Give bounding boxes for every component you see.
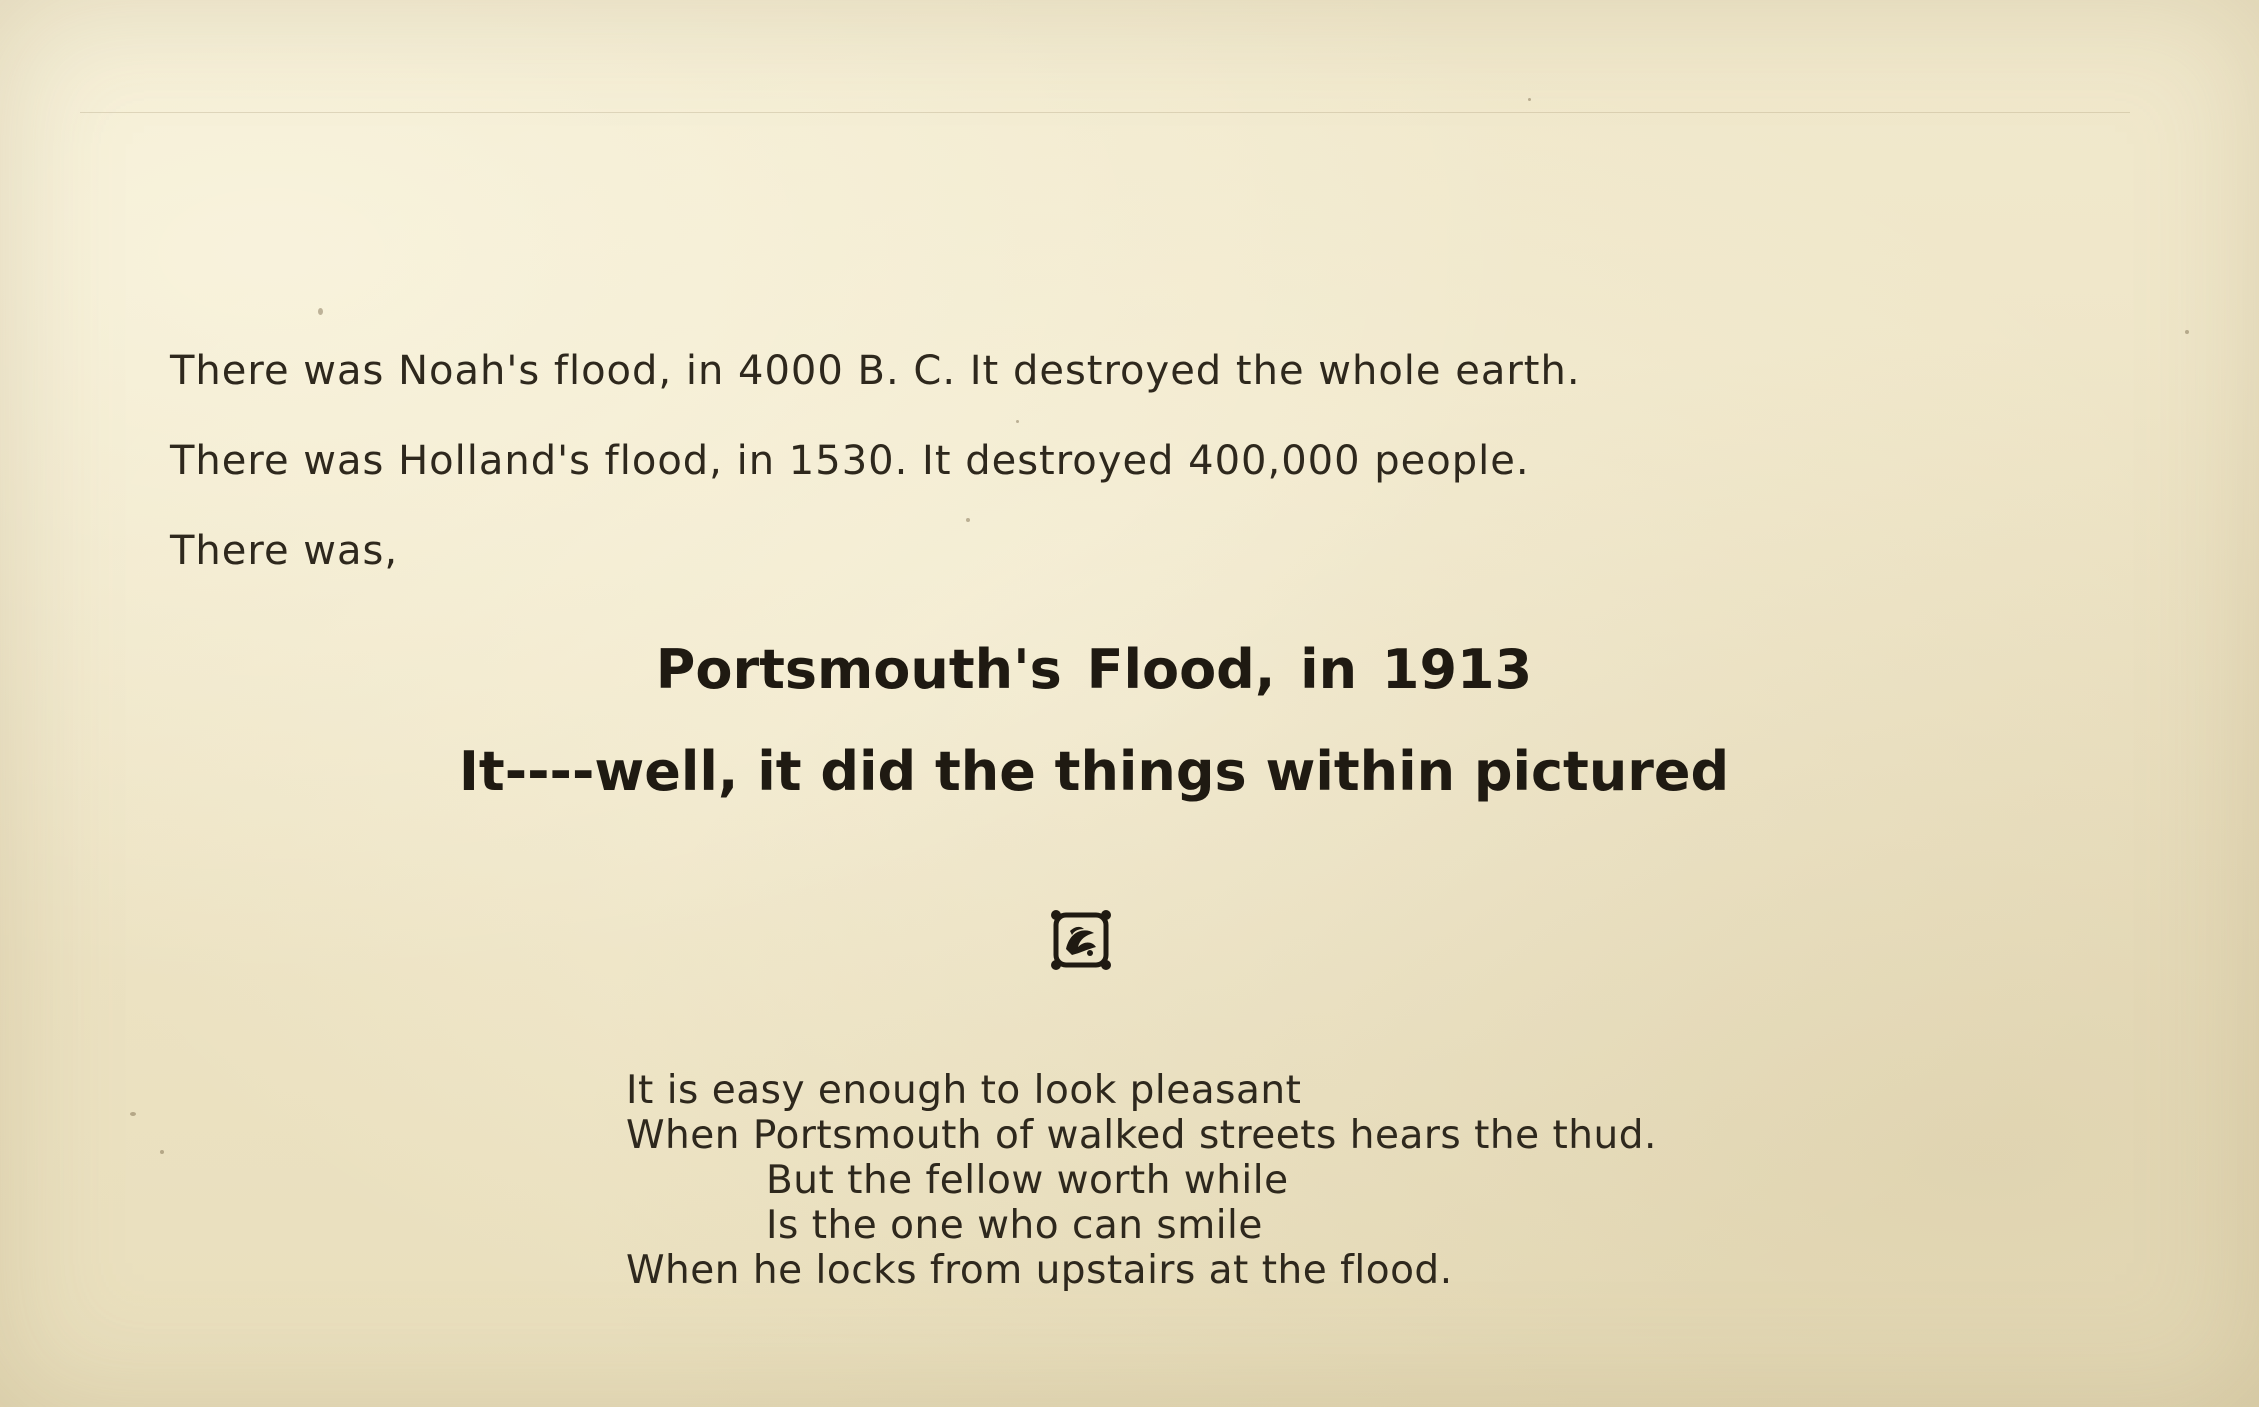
poem-line-3: But the fellow worth while: [766, 1158, 1289, 1203]
paper-speck: [130, 1112, 136, 1116]
intro-line-there-was: There was,: [170, 528, 399, 574]
paper-speck: [2185, 330, 2189, 334]
headline-portsmouth-flood: Portsmouth's Flood, in 1913: [655, 638, 1533, 701]
floral-ornament-icon: [1050, 909, 1112, 971]
paper-speck: [318, 308, 323, 315]
poem-line-4: Is the one who can smile: [766, 1203, 1263, 1248]
poem-line-1: It is easy enough to look pleasant: [626, 1068, 1302, 1113]
intro-line-noah: There was Noah's flood, in 4000 B. C. It destroyed the whole earth.: [170, 348, 1581, 394]
paper-speck: [160, 1150, 164, 1154]
poem-line-2: When Portsmouth of walked streets hears the thud.: [626, 1113, 1657, 1158]
paper-speck: [966, 518, 970, 522]
paper-fold-line: [80, 112, 2130, 113]
paper-speck: [1016, 420, 1019, 423]
intro-line-holland: There was Holland's flood, in 1530. It destroyed 400,000 people.: [170, 438, 1530, 484]
poem-line-5: When he locks from upstairs at the flood.: [626, 1248, 1453, 1293]
poem: [626, 1068, 1657, 1293]
paper-speck: [1528, 98, 1531, 101]
headline-subtitle: It----well, it did the things within pictured: [458, 740, 1730, 803]
